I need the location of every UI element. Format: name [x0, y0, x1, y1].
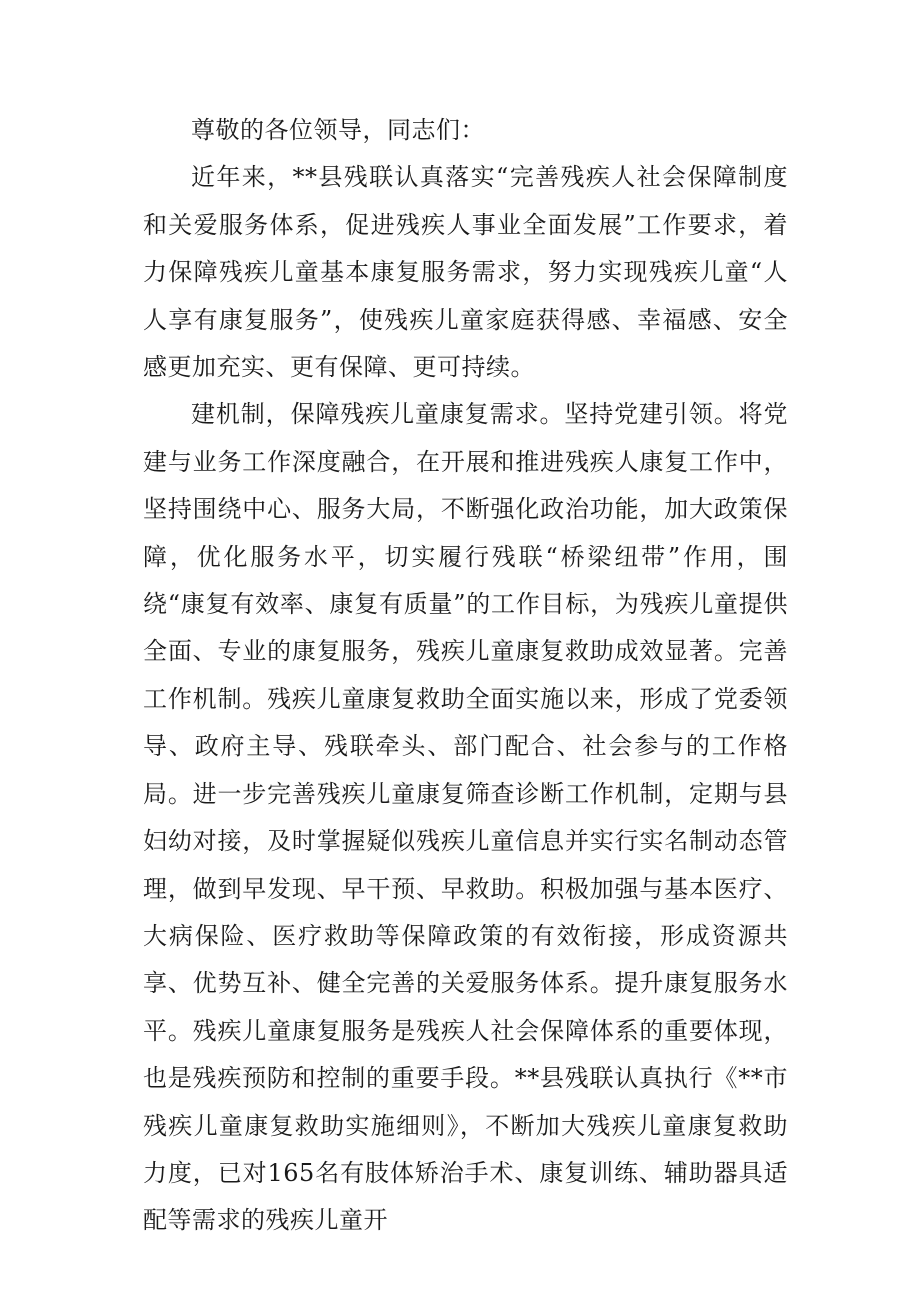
document-body: [143, 107, 788, 1245]
salutation: 尊敬的各位领导，同志们：: [191, 116, 485, 144]
paragraph-mechanism: 建机制，保障残疾儿童康复需求。坚持党建引领。将党建与业务工作深度融合，在开展和推进残疾人康复工作中，坚持围绕中心、服务大局，不断强化政治功能，加大政策保障，优化服务水平，切实履行残联“桥梁纽带”作用，围绕“康复有效率、康复有质量”的工作目标，为残疾儿童提供全面、专业的康复服务，残疾儿童康复救助成效显著。完善工作机制。残疾儿童康复救助全面实施以来，形成了党委领导、政府主导、残联牵头、部门配合、社会参与的工作格局。进一步完善残疾儿童康复筛查诊断工作机制，定期与县妇幼对接，及时掌握疑似残疾儿童信息并实行实名制动态管理，做到早发现、早干预、早救助。积极加强与基本医疗、大病保险、医疗救助等保障政策的有效衔接，形成资源共享、优势互补、健全完善的关爱服务体系。提升康复服务水平。残疾儿童康复服务是残疾人社会保障体系的重要体现，也是残疾预防和控制的重要手段。**县残联认真执行《**市残疾儿童康复救助实施细则》，不断加大残疾儿童康复救助力度，已对165名有肢体矫治手术、康复训练、辅助器具适配等需求的残疾儿童开: [143, 400, 788, 1235]
paragraph-intro: 近年来，**县残联认真落实“完善残疾人社会保障制度和关爱服务体系，促进残疾人事业全面发展”工作要求，着力保障残疾儿童基本康复服务需求，努力实现残疾儿童“人人享有康复服务”，使残疾儿童家庭获得感、幸福感、安全感更加充实、更有保障、更可持续。: [143, 163, 788, 382]
